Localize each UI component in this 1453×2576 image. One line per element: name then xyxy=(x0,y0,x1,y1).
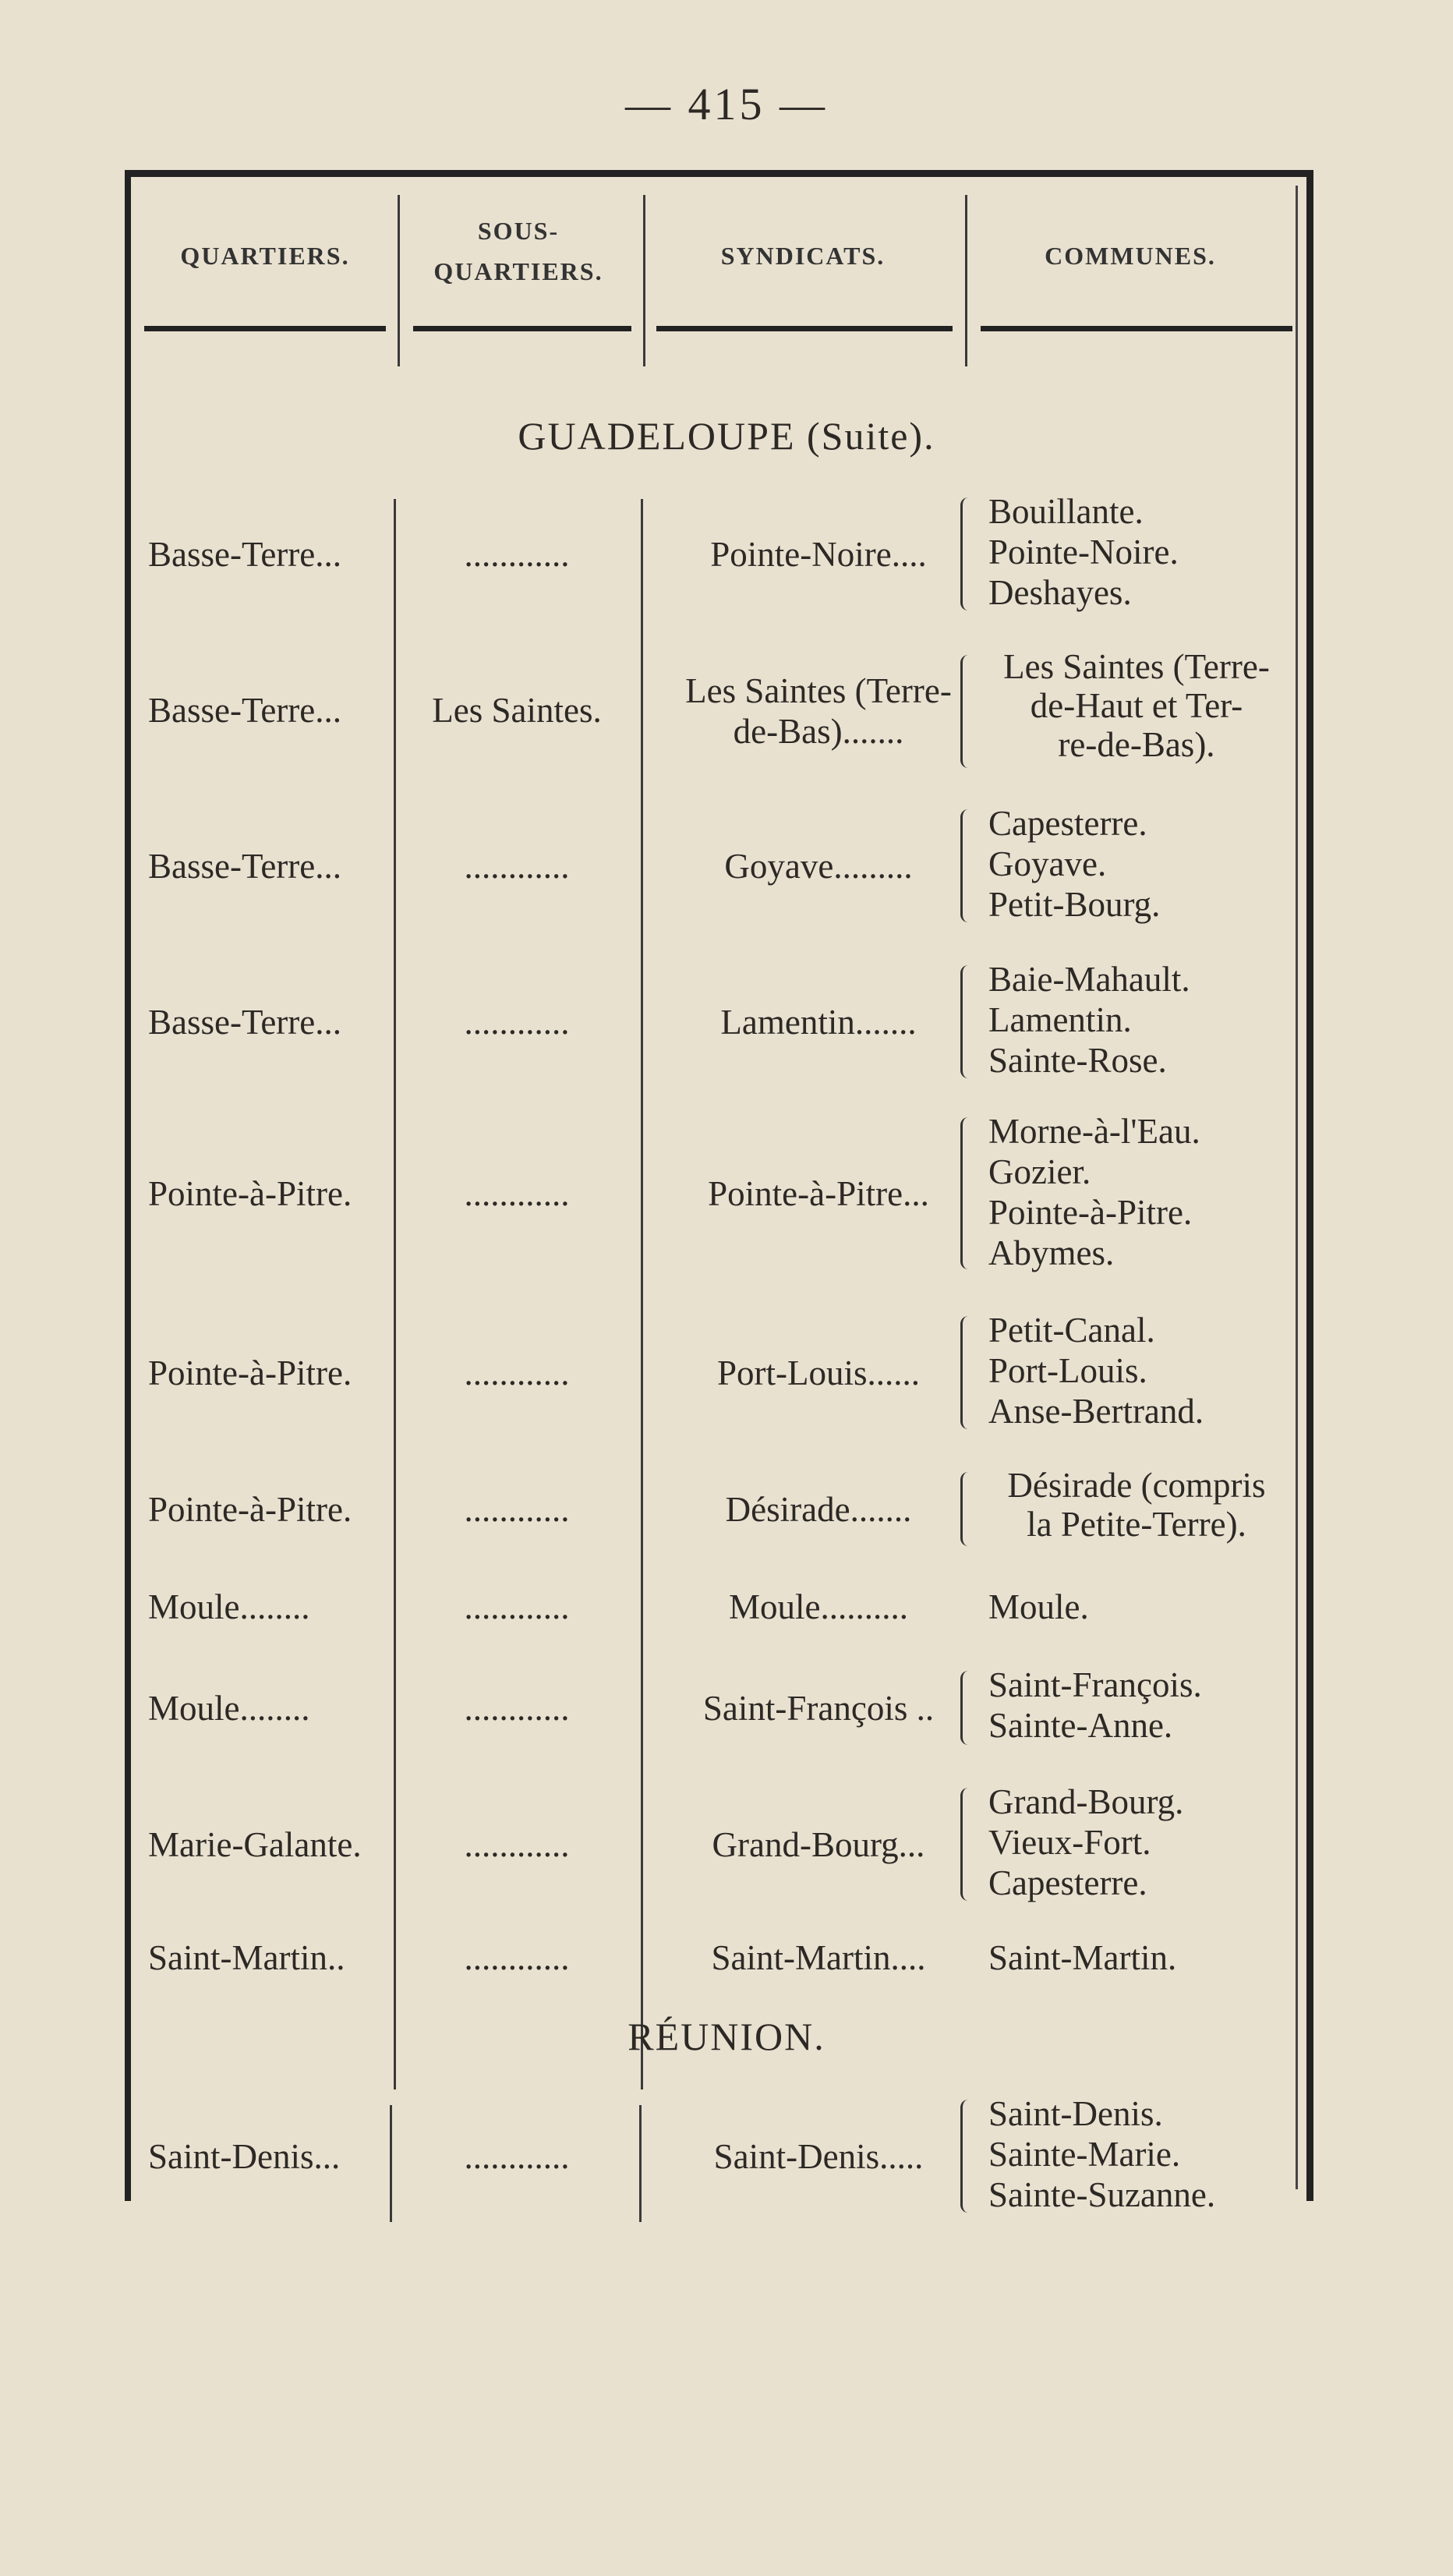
brace xyxy=(960,1316,974,1429)
quartier-cell: Moule........ xyxy=(148,1587,310,1626)
syndicat-cell: Grand-Bourg... xyxy=(712,1825,925,1864)
sous-quartier-cell: Les Saintes. xyxy=(432,691,602,730)
brace xyxy=(960,1472,974,1546)
communes-cell xyxy=(988,1665,1202,1746)
column-rule xyxy=(398,195,400,366)
syndicat-line: Les Saintes (Terre- xyxy=(685,671,952,710)
brace xyxy=(960,2100,974,2213)
quartier-cell: Saint-Martin.. xyxy=(148,1938,345,1977)
quartier-cell: Basse-Terre... xyxy=(148,847,341,886)
brace xyxy=(960,497,974,610)
commune: Sainte-Marie. xyxy=(988,2135,1181,2174)
column-rule xyxy=(394,499,396,2089)
sous-quartier-cell: ............ xyxy=(464,1174,570,1213)
commune: Anse-Bertrand. xyxy=(988,1392,1204,1431)
syndicat-cell: Port-Louis...... xyxy=(716,1353,920,1392)
quartier-cell: Pointe-à-Pitre. xyxy=(148,1174,352,1213)
communes-cell xyxy=(988,1310,1204,1431)
sous-quartier-cell: ............ xyxy=(464,1938,570,1977)
commune: Deshayes. xyxy=(988,573,1132,612)
column-rule xyxy=(639,2105,642,2222)
commune: Baie-Mahault. xyxy=(988,960,1190,999)
header-rule-2 xyxy=(413,326,631,331)
syndicat-cell: Saint-François .. xyxy=(702,1689,935,1728)
communes-cell xyxy=(988,1782,1183,1903)
communes-cell xyxy=(988,803,1160,925)
commune: Capesterre. xyxy=(988,1863,1147,1902)
syndicat-cell: Pointe-Noire.... xyxy=(710,535,927,574)
communes-cell xyxy=(988,647,1285,764)
communes-cell xyxy=(988,1587,1089,1627)
section-title-reunion: RÉUNION. xyxy=(628,2015,825,2058)
commune: re-de-Bas). xyxy=(1058,725,1215,764)
commune: Désirade (compris xyxy=(1007,1466,1266,1505)
page-number: — 415 — xyxy=(625,79,828,129)
inner-right-rule xyxy=(1296,186,1298,2189)
communes-cell xyxy=(988,1466,1285,1544)
commune: Moule. xyxy=(988,1587,1089,1626)
header-sous-quartiers-line1: SOUS- xyxy=(477,217,560,245)
communes-cell xyxy=(988,491,1179,613)
sous-quartier-cell: ............ xyxy=(464,847,570,886)
header-rule-1 xyxy=(144,326,386,331)
communes-cell xyxy=(988,959,1190,1081)
column-rule xyxy=(965,195,967,366)
syndicat-cell: Désirade....... xyxy=(725,1490,912,1529)
commune: Vieux-Fort. xyxy=(988,1823,1151,1862)
table-header xyxy=(0,195,1453,335)
commune: Grand-Bourg. xyxy=(988,1782,1184,1821)
commune: Sainte-Rose. xyxy=(988,1041,1167,1080)
quartier-cell: Basse-Terre... xyxy=(148,691,341,730)
header-communes: COMMUNES. xyxy=(1045,242,1216,270)
communes-cell xyxy=(988,2093,1215,2215)
commune: Pointe-à-Pitre. xyxy=(988,1193,1193,1232)
quartier-cell: Pointe-à-Pitre. xyxy=(148,1353,352,1392)
header-sous-quartiers xyxy=(401,211,635,292)
quartier-cell: Saint-Denis... xyxy=(148,2137,341,2176)
commune: Petit-Bourg. xyxy=(988,885,1161,924)
quartier-cell: Basse-Terre... xyxy=(148,535,341,574)
syndicat-cell: Moule.......... xyxy=(729,1587,908,1626)
header-sous-quartiers-line2: QUARTIERS. xyxy=(433,257,603,285)
sous-quartier-cell: ............ xyxy=(464,1003,570,1042)
sous-quartier-cell: ............ xyxy=(464,1689,570,1728)
header-rule-3 xyxy=(656,326,953,331)
sous-quartier-cell: ............ xyxy=(464,1353,570,1392)
column-rule xyxy=(390,2105,392,2222)
header-rule-4 xyxy=(981,326,1292,331)
sous-quartier-cell: ............ xyxy=(464,535,570,574)
commune: Petit-Canal. xyxy=(988,1311,1155,1350)
commune: Morne-à-l'Eau. xyxy=(988,1112,1200,1151)
commune: Sainte-Anne. xyxy=(988,1706,1173,1745)
column-rule xyxy=(641,499,643,2089)
syndicat-cell: Pointe-à-Pitre... xyxy=(708,1174,929,1213)
commune: Capesterre. xyxy=(988,804,1147,843)
syndicat-cell xyxy=(670,671,967,752)
brace xyxy=(960,809,974,922)
commune: Saint-Martin. xyxy=(988,1938,1177,1977)
brace xyxy=(960,655,974,768)
commune: Saint-Denis. xyxy=(988,2094,1163,2133)
brace xyxy=(960,1671,974,1745)
quartier-cell: Pointe-à-Pitre. xyxy=(148,1490,352,1529)
header-quartiers: QUARTIERS. xyxy=(180,242,350,270)
sous-quartier-cell: ............ xyxy=(464,2137,570,2176)
column-rule xyxy=(643,195,645,366)
sous-quartier-cell: ............ xyxy=(464,1587,570,1626)
commune: Gozier. xyxy=(988,1152,1091,1191)
commune: Lamentin. xyxy=(988,1000,1132,1039)
commune: Sainte-Suzanne. xyxy=(988,2175,1216,2214)
syndicat-cell: Saint-Martin.... xyxy=(711,1938,926,1977)
brace xyxy=(960,965,974,1078)
section-title-guadeloupe: GUADELOUPE (Suite). xyxy=(518,414,935,458)
sous-quartier-cell: ............ xyxy=(464,1825,570,1864)
quartier-cell: Marie-Galante. xyxy=(148,1825,362,1864)
commune: Abymes. xyxy=(988,1233,1115,1272)
commune: de-Haut et Ter- xyxy=(1030,686,1243,725)
brace xyxy=(960,1117,974,1269)
syndicat-cell: Lamentin....... xyxy=(720,1003,917,1042)
commune: Goyave. xyxy=(988,844,1107,883)
brace xyxy=(960,1788,974,1901)
commune: la Petite-Terre). xyxy=(1027,1505,1246,1544)
commune: Pointe-Noire. xyxy=(988,533,1179,571)
syndicat-cell: Goyave......... xyxy=(724,847,913,886)
commune: Saint-François. xyxy=(988,1665,1202,1704)
communes-cell xyxy=(988,1937,1176,1978)
quartier-cell: Moule........ xyxy=(148,1689,310,1728)
commune: Les Saintes (Terre- xyxy=(1003,647,1270,686)
commune: Port-Louis. xyxy=(988,1351,1147,1390)
header-syndicats: SYNDICATS. xyxy=(720,242,886,270)
syndicat-cell: Saint-Denis..... xyxy=(713,2137,924,2176)
communes-cell xyxy=(988,1111,1200,1273)
sous-quartier-cell: ............ xyxy=(464,1490,570,1529)
syndicat-line: de-Bas)....... xyxy=(733,712,904,751)
quartier-cell: Basse-Terre... xyxy=(148,1003,341,1042)
commune: Bouillante. xyxy=(988,492,1144,531)
